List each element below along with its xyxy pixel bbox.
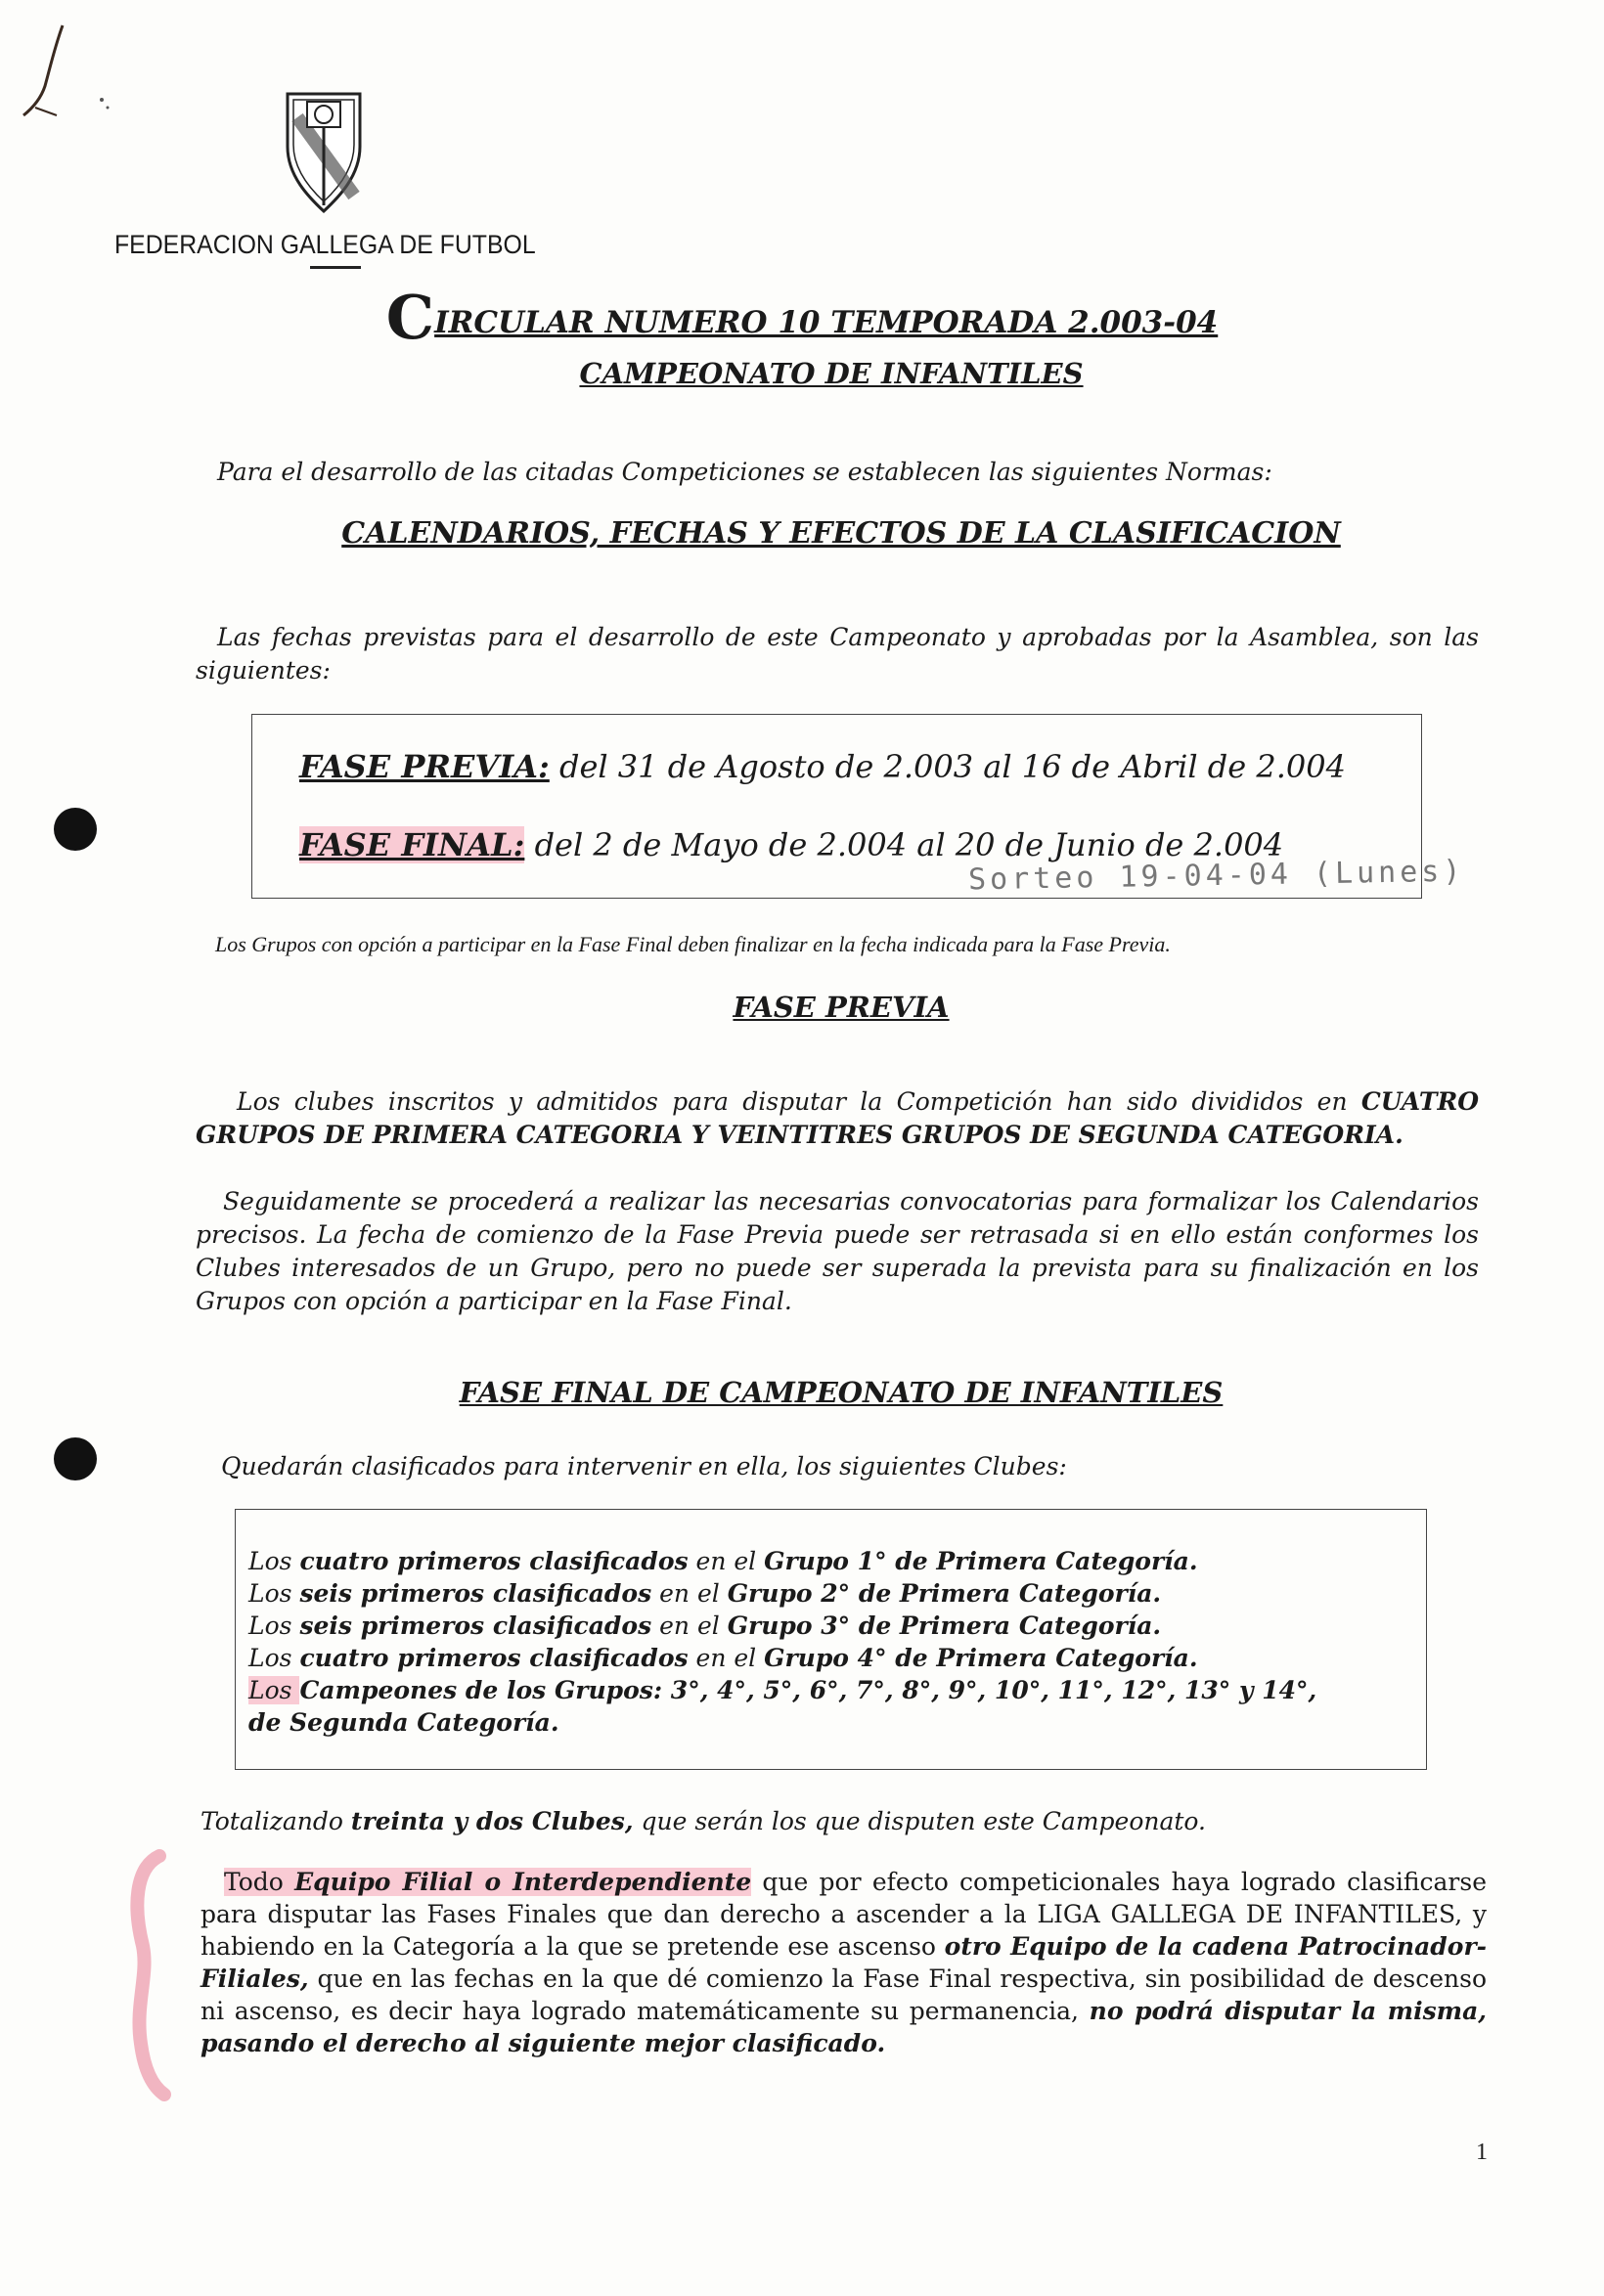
fase-previa-note: Los Grupos con opción a participar en la Fase Final deben finalizar en la fecha indicada para la Fase Previa. xyxy=(215,932,1171,956)
classified-line-6: de Segunda Categoría. xyxy=(248,1708,559,1737)
fase-previa-range: del 31 de Agosto de 2.003 al 16 de Abril de 2.004 xyxy=(549,748,1346,785)
calendarios-heading: CALENDARIOS, FECHAS Y EFECTOS DE LA CLASIFICACION xyxy=(341,516,1341,551)
fase-previa-label: FASE PREVIA: xyxy=(299,748,550,785)
org-name-underline xyxy=(310,266,361,269)
federation-crest-logo xyxy=(280,88,368,215)
classified-line-2: Los seis primeros clasificados en el Grupo 2° de Primera Categoría. xyxy=(248,1579,1162,1608)
red-bracket-marker xyxy=(115,1848,174,2102)
classified-line-4: Los cuatro primeros clasificados en el Grupo 4° de Primera Categoría. xyxy=(248,1644,1198,1672)
ink-mark-decoration xyxy=(6,18,113,125)
fase-final-label: FASE FINAL: xyxy=(299,826,525,863)
title-initial: C xyxy=(385,282,435,353)
calendarios-text: Las fechas previstas para el desarrollo de este Campeonato y aprobadas por la Asamblea, son las siguientes: xyxy=(196,623,1479,684)
classified-line-3: Los seis primeros clasificados en el Grupo 3° de Primera Categoría. xyxy=(248,1612,1162,1640)
filial-paragraph: Todo Equipo Filial o Interdependiente que por efecto competicionales haya logrado clasificarse para disputar las Fases Finales que dan derecho a ascender a la LIGA GALLEGA DE INFANTILES, y habiendo en la Categoría a la que se pretende ese ascenso otro Equipo de la cadena Patrocinador-Filiales, que en las fechas en la que dé comienzo la Fase Final respectiva, sin posibilidad de descenso ni ascenso, es decir haya logrado matemáticamente su permanencia, no podrá disputar la misma, pasando el derecho al siguiente mejor clasificado. xyxy=(200,1868,1488,2057)
circular-subtitle: CAMPEONATO DE INFANTILES xyxy=(579,357,1084,390)
classified-clubs-list xyxy=(248,1545,1316,1739)
fase-previa-paragraph-2: Seguidamente se procederá a realizar las necesarias convocatorias para formalizar los Calendarios precisos. La fecha de comienzo de la Fase Previa puede ser retrasada si en ello están conformes los Clubes interesados de un Grupo, pero no puede ser superada la prevista para su finalización en los Grupos con opción a participar en la Fase Final. xyxy=(196,1187,1479,1315)
totalizando-text: Totalizando treinta y dos Clubes, que serán los que disputen este Campeonato. xyxy=(200,1807,1206,1835)
fase-previa-paragraph-1 xyxy=(196,1085,1479,1152)
fase-final-heading: FASE FINAL DE CAMPEONATO DE INFANTILES xyxy=(459,1376,1224,1409)
punch-hole-1 xyxy=(54,808,97,851)
punch-hole-2 xyxy=(54,1437,97,1480)
circular-title xyxy=(0,282,1604,353)
title-text: IRCULAR NUMERO 10 TEMPORADA 2.003-04 xyxy=(434,305,1219,340)
fase-final-dates xyxy=(299,826,1283,863)
page-number: 1 xyxy=(1476,2140,1488,2165)
org-name: FEDERACION GALLEGA DE FUTBOL xyxy=(114,230,536,259)
fase-previa-p1-text: Los clubes inscritos y admitidos para disputar la Competición han sido divididos en xyxy=(237,1087,1361,1116)
classified-line-1: Los cuatro primeros clasificados en el Grupo 1° de Primera Categoría. xyxy=(248,1547,1198,1575)
handwritten-sorteo-note: Sorteo 19-04-04 (Lunes) xyxy=(967,854,1465,898)
intro-text: Para el desarrollo de las citadas Competiciones se establecen las siguientes Normas: xyxy=(217,458,1272,486)
fase-final-intro: Quedarán clasificados para intervenir en ella, los siguientes Clubes: xyxy=(221,1452,1067,1480)
classified-line-5: Los Campeones de los Grupos: 3°, 4°, 5°, 6°, 7°, 8°, 9°, 10°, 11°, 12°, 13° y 14°, xyxy=(248,1676,1317,1704)
fase-previa-dates xyxy=(299,748,1346,785)
fase-previa-p1-bold: CUATRO GRUPOS DE PRIMERA CATEGORIA Y VEINTITRES GRUPOS DE SEGUNDA CATEGORIA. xyxy=(196,1087,1479,1149)
fase-final-range: del 2 de Mayo de 2.004 al 20 de Junio de 2.004 xyxy=(524,826,1284,863)
fase-previa-heading: FASE PREVIA xyxy=(733,991,950,1024)
